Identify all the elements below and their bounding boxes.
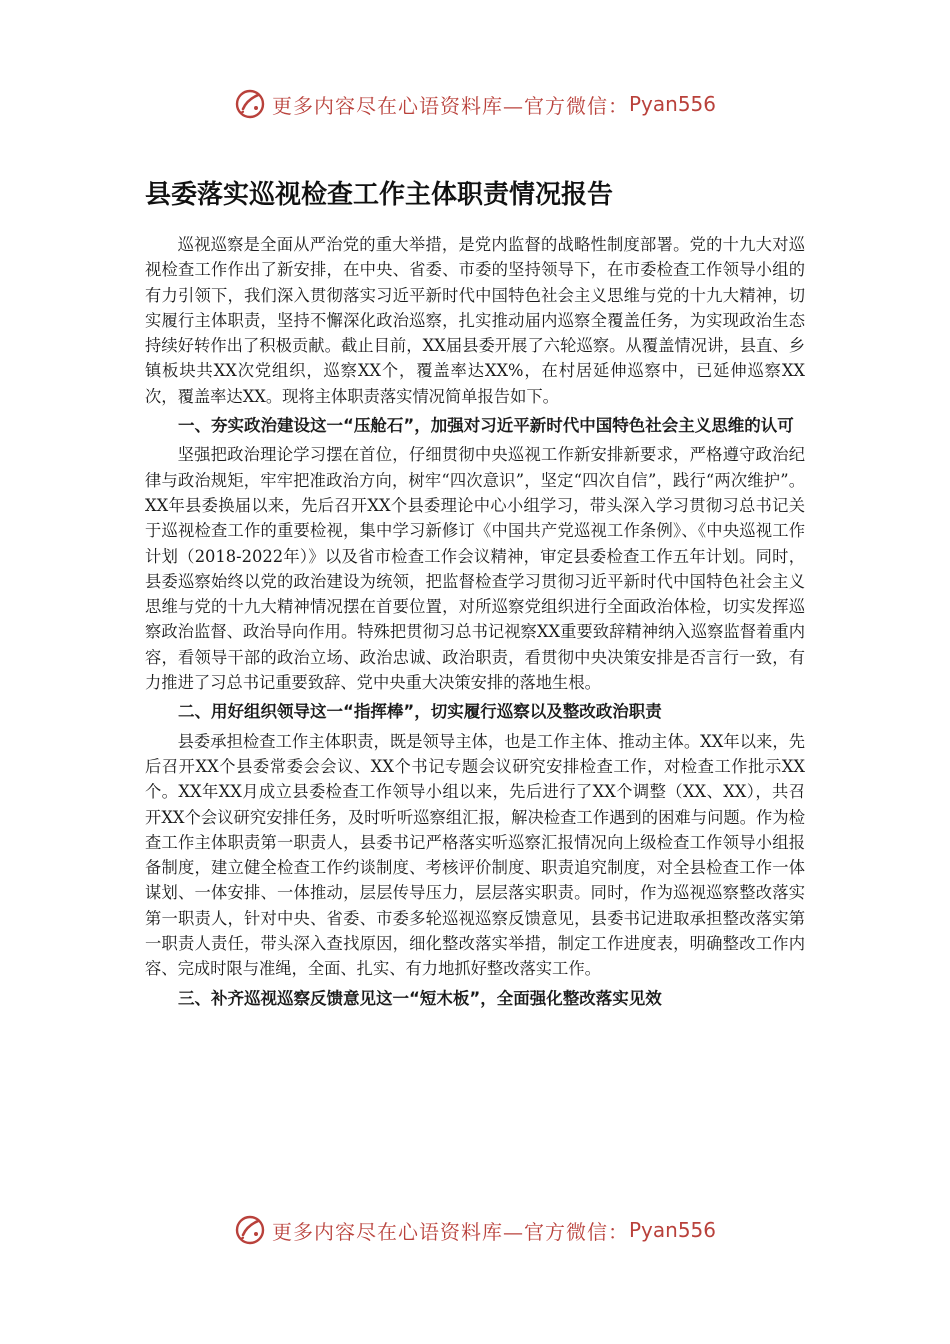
document-body [145,232,805,1015]
footer-banner [0,1210,950,1250]
document-title: 县委落实巡视检查工作主体职责情况报告 [145,180,614,210]
section-2-heading: 二、用好组织领导这一“指挥棒”，切实履行巡察以及整改政治职责 [178,702,662,722]
brush-logo-icon [234,1214,266,1246]
banner-wechat-id: Pyan556 [628,92,716,116]
section-2-paragraph: 县委承担检查工作主体职责，既是领导主体，也是工作主体、推动主体。XX年以来，先后召开XX个县委常委会会议、XX个书记专题会议研究安排检查工作，对检查工作批示XX个。XX年XX月成立县委检查工作领导小组以来，先后进行了XX个调整（XX、XX），共召开XX个会议研究安排任务，及时听听巡察组汇报，解决检查工作遇到的困难与问题。作为检查工作主体职责第一职责人，县委书记严格落实听巡察汇报情况向上级检查工作领导小组报备制度，建立健全检查工作约谈制度、考核评价制度、职责追究制度，对全县检查工作一体谋划、一体安排、一体推动，层层传导压力，层层落实职责。同时，作为巡视巡察整改落实第一职责人，针对中央、省委、市委多轮巡视巡察反馈意见，县委书记进取承担整改落实第一职责人责任，带头深入查找原因，细化整改落实举措，制定工作进度表，明确整改工作内容、完成时限与准绳，全面、扎实、有力地抓好整改落实工作。 [145,731,805,979]
brush-logo-icon [234,88,266,120]
section-1-heading: 一、夯实政治建设这一“压舱石”，加强对习近平新时代中国特色社会主义思维的认可 [178,416,794,436]
header-banner [0,84,950,124]
banner-text: 更多内容尽在心语资料库—官方微信： [271,1219,629,1244]
banner-text: 更多内容尽在心语资料库—官方微信： [271,93,629,118]
section-3-heading: 三、补齐巡视巡察反馈意见这一“短木板”，全面强化整改落实见效 [178,988,662,1008]
banner-wechat-id: Pyan556 [628,1218,716,1242]
section-1-paragraph: 坚强把政治理论学习摆在首位，仔细贯彻中央巡视工作新安排新要求，严格遵守政治纪律与政治规矩，牢牢把准政治方向，树牢“四次意识”，坚定“四次自信”，践行“两次维护”。XX年县委换届以来，先后召开XX个县委理论中心小组学习，带头深入学习贯彻习总书记关于巡视检查工作的重要检视，集中学习新修订《中国共产党巡视工作条例》、《中央巡视工作计划（2018-2022年）》以及省市检查工作会议精神，审定县委检查工作五年计划。同时，县委巡察始终以党的政治建设为统领，把监督检查学习贯彻习近平新时代中国特色社会主义思维与党的十九大精神情况摆在首要位置，对所巡察党组织进行全面政治体检，切实发挥巡察政治监督、政治导向作用。特殊把贯彻习总书记视察XX重要致辞精神纳入巡察监督着重内容，看领导干部的政治立场、政治忠诚、政治职责，看贯彻中央决策安排是否言行一致，有力推进了习总书记重要致辞、党中央重大决策安排的落地生根。 [145,445,805,693]
intro-paragraph: 巡视巡察是全面从严治党的重大举措，是党内监督的战略性制度部署。党的十九大对巡视检查工作作出了新安排，在中央、省委、市委的坚持领导下，在市委检查工作领导小组的有力引领下，我们深入贯彻落实习近平新时代中国特色社会主义思维与党的十九大精神，切实履行主体职责，坚持不懈深化政治巡察，扎实推动届内巡察全覆盖任务，为实现政治生态持续好转作出了积极贡献。截止目前，XX届县委开展了六轮巡察。从覆盖情况讲，县直、乡镇板块共XX次党组织，巡察XX个，覆盖率达XX%，在村居延伸巡察中，已延伸巡察XX次，覆盖率达XX。现将主体职责落实情况简单报告如下。 [145,235,805,406]
